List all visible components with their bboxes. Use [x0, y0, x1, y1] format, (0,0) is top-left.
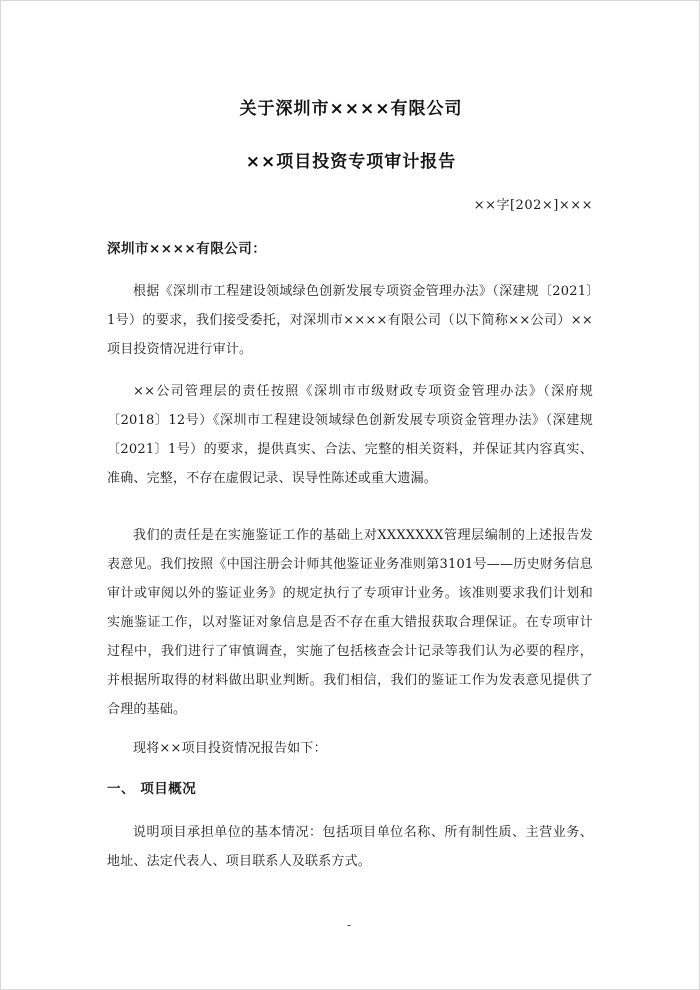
page-footer-mark: - [347, 918, 352, 932]
paragraph-project-overview: 说明项目承担单位的基本情况：包括项目单位名称、所有制性质、主营业务、地址、法定代表人、项目联系人及联系方式。 [107, 825, 593, 869]
paragraph-basis: 根据《深圳市工程建设领域绿色创新发展专项资金管理办法》（深建规〔2021〕1号）的要求，我们接受委托，对深圳市××××有限公司（以下简称××公司）××项目投资情况进行审计。 [107, 284, 593, 357]
addressee: 深圳市××××有限公司： [107, 241, 267, 257]
paragraph-report-intro: 现将××项目投资情况报告如下： [133, 741, 327, 756]
document-number: ××字[202×]××× [473, 198, 593, 213]
section-heading-project-overview: 一、 项目概况 [107, 781, 197, 797]
paragraph-management-responsibility: ××公司管理层的责任按照《深圳市市级财政专项资金管理办法》（深府规〔2018〕12号）《深圳市工程建设领域绿色创新发展专项资金管理办法》（深建规〔2021〕1号）的要求，提供真实、合法、完整的相关资料，并保证其内容真实、准确、完整，不存在虚假记录、误导性陈述或重大遗漏。 [107, 384, 593, 486]
report-title-line-2: ××项目投资专项审计报告 [245, 152, 457, 172]
paragraph-auditor-responsibility: 我们的责任是在实施鉴证工作的基础上对XXXXXXX管理层编制的上述报告发表意见。我们按照《中国注册会计师其他鉴证业务准则第3101号——历史财务信息审计或审阅以外的鉴证业务》的规定执行了专项审计业务。该准则要求我们计划和实施鉴证工作，以对鉴证对象信息是否不存在重大错报获取合理保证。在专项审计过程中，我们进行了审慎调查，实施了包括核查会计记录等我们认为必要的程序，并根据所取得的材料做出职业判断。我们相信，我们的鉴证工作为发表意见提供了合理的基础。 [107, 528, 593, 717]
report-title-line-1: 关于深圳市××××有限公司 [239, 99, 463, 119]
